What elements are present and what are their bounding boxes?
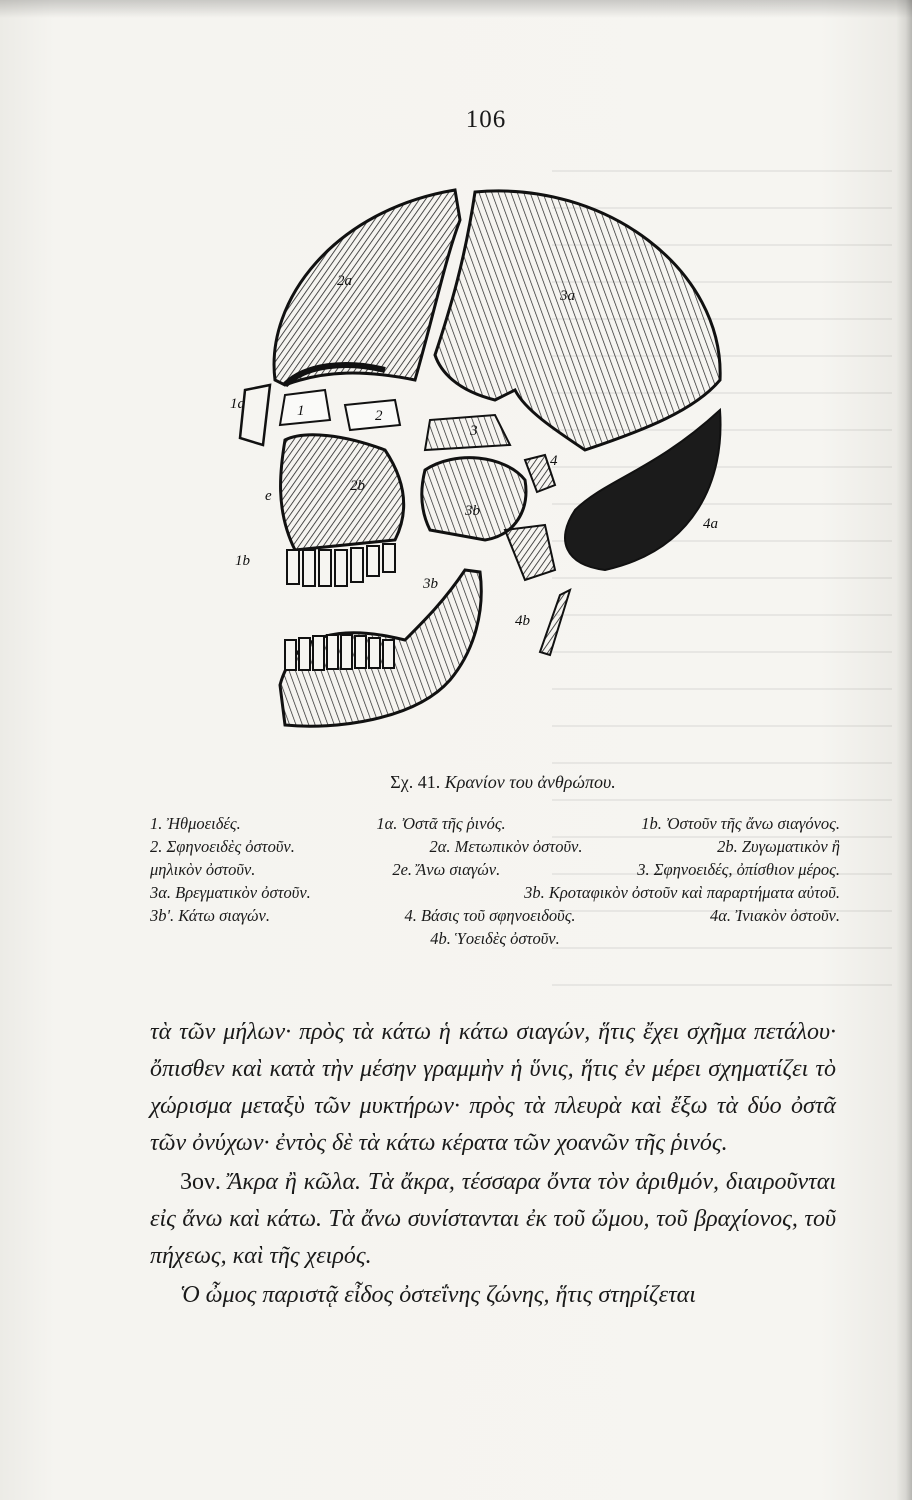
label-2b: 2b bbox=[350, 478, 365, 494]
legend-item: 4α. Ἰνιακὸν ὀστοῦν. bbox=[709, 906, 840, 925]
legend-item: 1. Ἠθμοειδές. bbox=[150, 814, 241, 833]
section-text: Ἄκρα ἢ κῶλα. Τὰ ἄκρα, τέσσαρα ὄντα τὸν ἀριθμόν, διαιροῦνται εἰς ἄνω καὶ κάτω. Τὰ ἄνω συνίστανται ἐκ τοῦ ὤμου, τοῦ βραχίονος, τοῦ πήχεως, καὶ τῆς χειρός. bbox=[150, 1169, 837, 1269]
legend-item: 3. Σφηνοειδές, ὀπίσθιον μέρος. bbox=[637, 860, 840, 879]
legend-row bbox=[150, 858, 840, 881]
label-1: 1 bbox=[297, 403, 305, 419]
legend-item: 4. Βάσις τοῦ σφηνοειδοῦς. bbox=[404, 906, 576, 925]
label-2: 2 bbox=[375, 408, 383, 424]
page-top-edge bbox=[0, 0, 912, 18]
figure-number: Σχ. 41. bbox=[390, 772, 441, 792]
label-3b-prime: 3b bbox=[423, 576, 438, 592]
legend-row bbox=[150, 904, 840, 927]
maxilla bbox=[281, 435, 404, 550]
legend-item: μηλικὸν ὀστοῦν. bbox=[150, 860, 256, 879]
legend-item: 4b. Ὑοειδὲς ὀστοῦν. bbox=[430, 929, 560, 948]
skull-illustration bbox=[225, 180, 745, 740]
legend-item: 3b. Κροταφικὸν ὀστοῦν καὶ παραρτήματα αὐτοῦ. bbox=[524, 883, 840, 902]
legend-item: 3α. Βρεγματικὸν ὀστοῦν. bbox=[150, 883, 311, 902]
label-3a: 3a bbox=[560, 288, 575, 304]
label-4b: 4b bbox=[515, 613, 530, 629]
legend-row bbox=[150, 881, 840, 904]
frontal-bone bbox=[274, 190, 460, 385]
label-1a: 1a bbox=[230, 396, 245, 412]
legend-item: 2. Σφηνοειδὲς ὀστοῦν. bbox=[150, 837, 295, 856]
section-number: 3ον. bbox=[180, 1169, 221, 1195]
legend-item: 3b'. Κάτω σιαγών. bbox=[150, 906, 270, 925]
figure-legend bbox=[150, 812, 840, 950]
legend-item: 1α. Ὀστᾶ τῆς ῥινός. bbox=[376, 814, 506, 833]
page-right-edge bbox=[896, 0, 912, 1500]
paragraph: τὰ τῶν μήλων· πρὸς τὰ κάτω ἡ κάτω σιαγών, ἥτις ἔχει σχῆμα πετάλου· ὄπισθεν καὶ κατὰ τὴν μέσην γραμμὴν ἡ ὕνις, ἥτις ἐν μέρει σχηματίζει τὸ χώρισμα μεταξὺ τῶν μυκτήρων· πρὸς τὰ πλευρὰ καὶ ἔξω τὰ δύο ὀστᾶ τῶν ὀνύχων· ἐντὸς δὲ τὰ κάτω κέρατα τῶν χοανῶν τῆς ῥινός. bbox=[150, 1019, 836, 1156]
figure-title: Κρανίον του ἀνθρώπου. bbox=[444, 772, 616, 792]
legend-item: 1b. Ὀστοῦν τῆς ἄνω σιαγόνος. bbox=[641, 814, 840, 833]
temporal-bone bbox=[422, 458, 526, 540]
label-4a: 4a bbox=[703, 516, 718, 532]
legend-row bbox=[150, 927, 840, 950]
label-2a: 2a bbox=[337, 273, 352, 289]
label-1b: 1b bbox=[235, 553, 250, 569]
hyoid-bone bbox=[540, 590, 570, 655]
legend-row bbox=[150, 812, 840, 835]
legend-item: 2e. Ἄνω σιαγών. bbox=[392, 860, 501, 879]
legend-row bbox=[150, 835, 840, 858]
label-3: 3 bbox=[470, 423, 478, 439]
body-text bbox=[150, 1014, 836, 1314]
legend-item: 2α. Μετωπικὸν ὀστοῦν. bbox=[429, 837, 583, 856]
paragraph-section bbox=[150, 1164, 836, 1275]
label-e: e bbox=[265, 488, 272, 504]
legend-item: 2b. Ζυγωματικὸν ἢ bbox=[717, 837, 840, 856]
label-3b: 3b bbox=[465, 503, 480, 519]
parietal-bone bbox=[435, 191, 720, 450]
label-4: 4 bbox=[550, 453, 558, 469]
paragraph: Ὁ ὦμος παριστᾷ εἶδος ὀστεΐνης ζώνης, ἥτις στηρίζεται bbox=[180, 1282, 696, 1308]
figure-caption bbox=[0, 772, 912, 793]
page-number: 106 bbox=[465, 106, 507, 133]
